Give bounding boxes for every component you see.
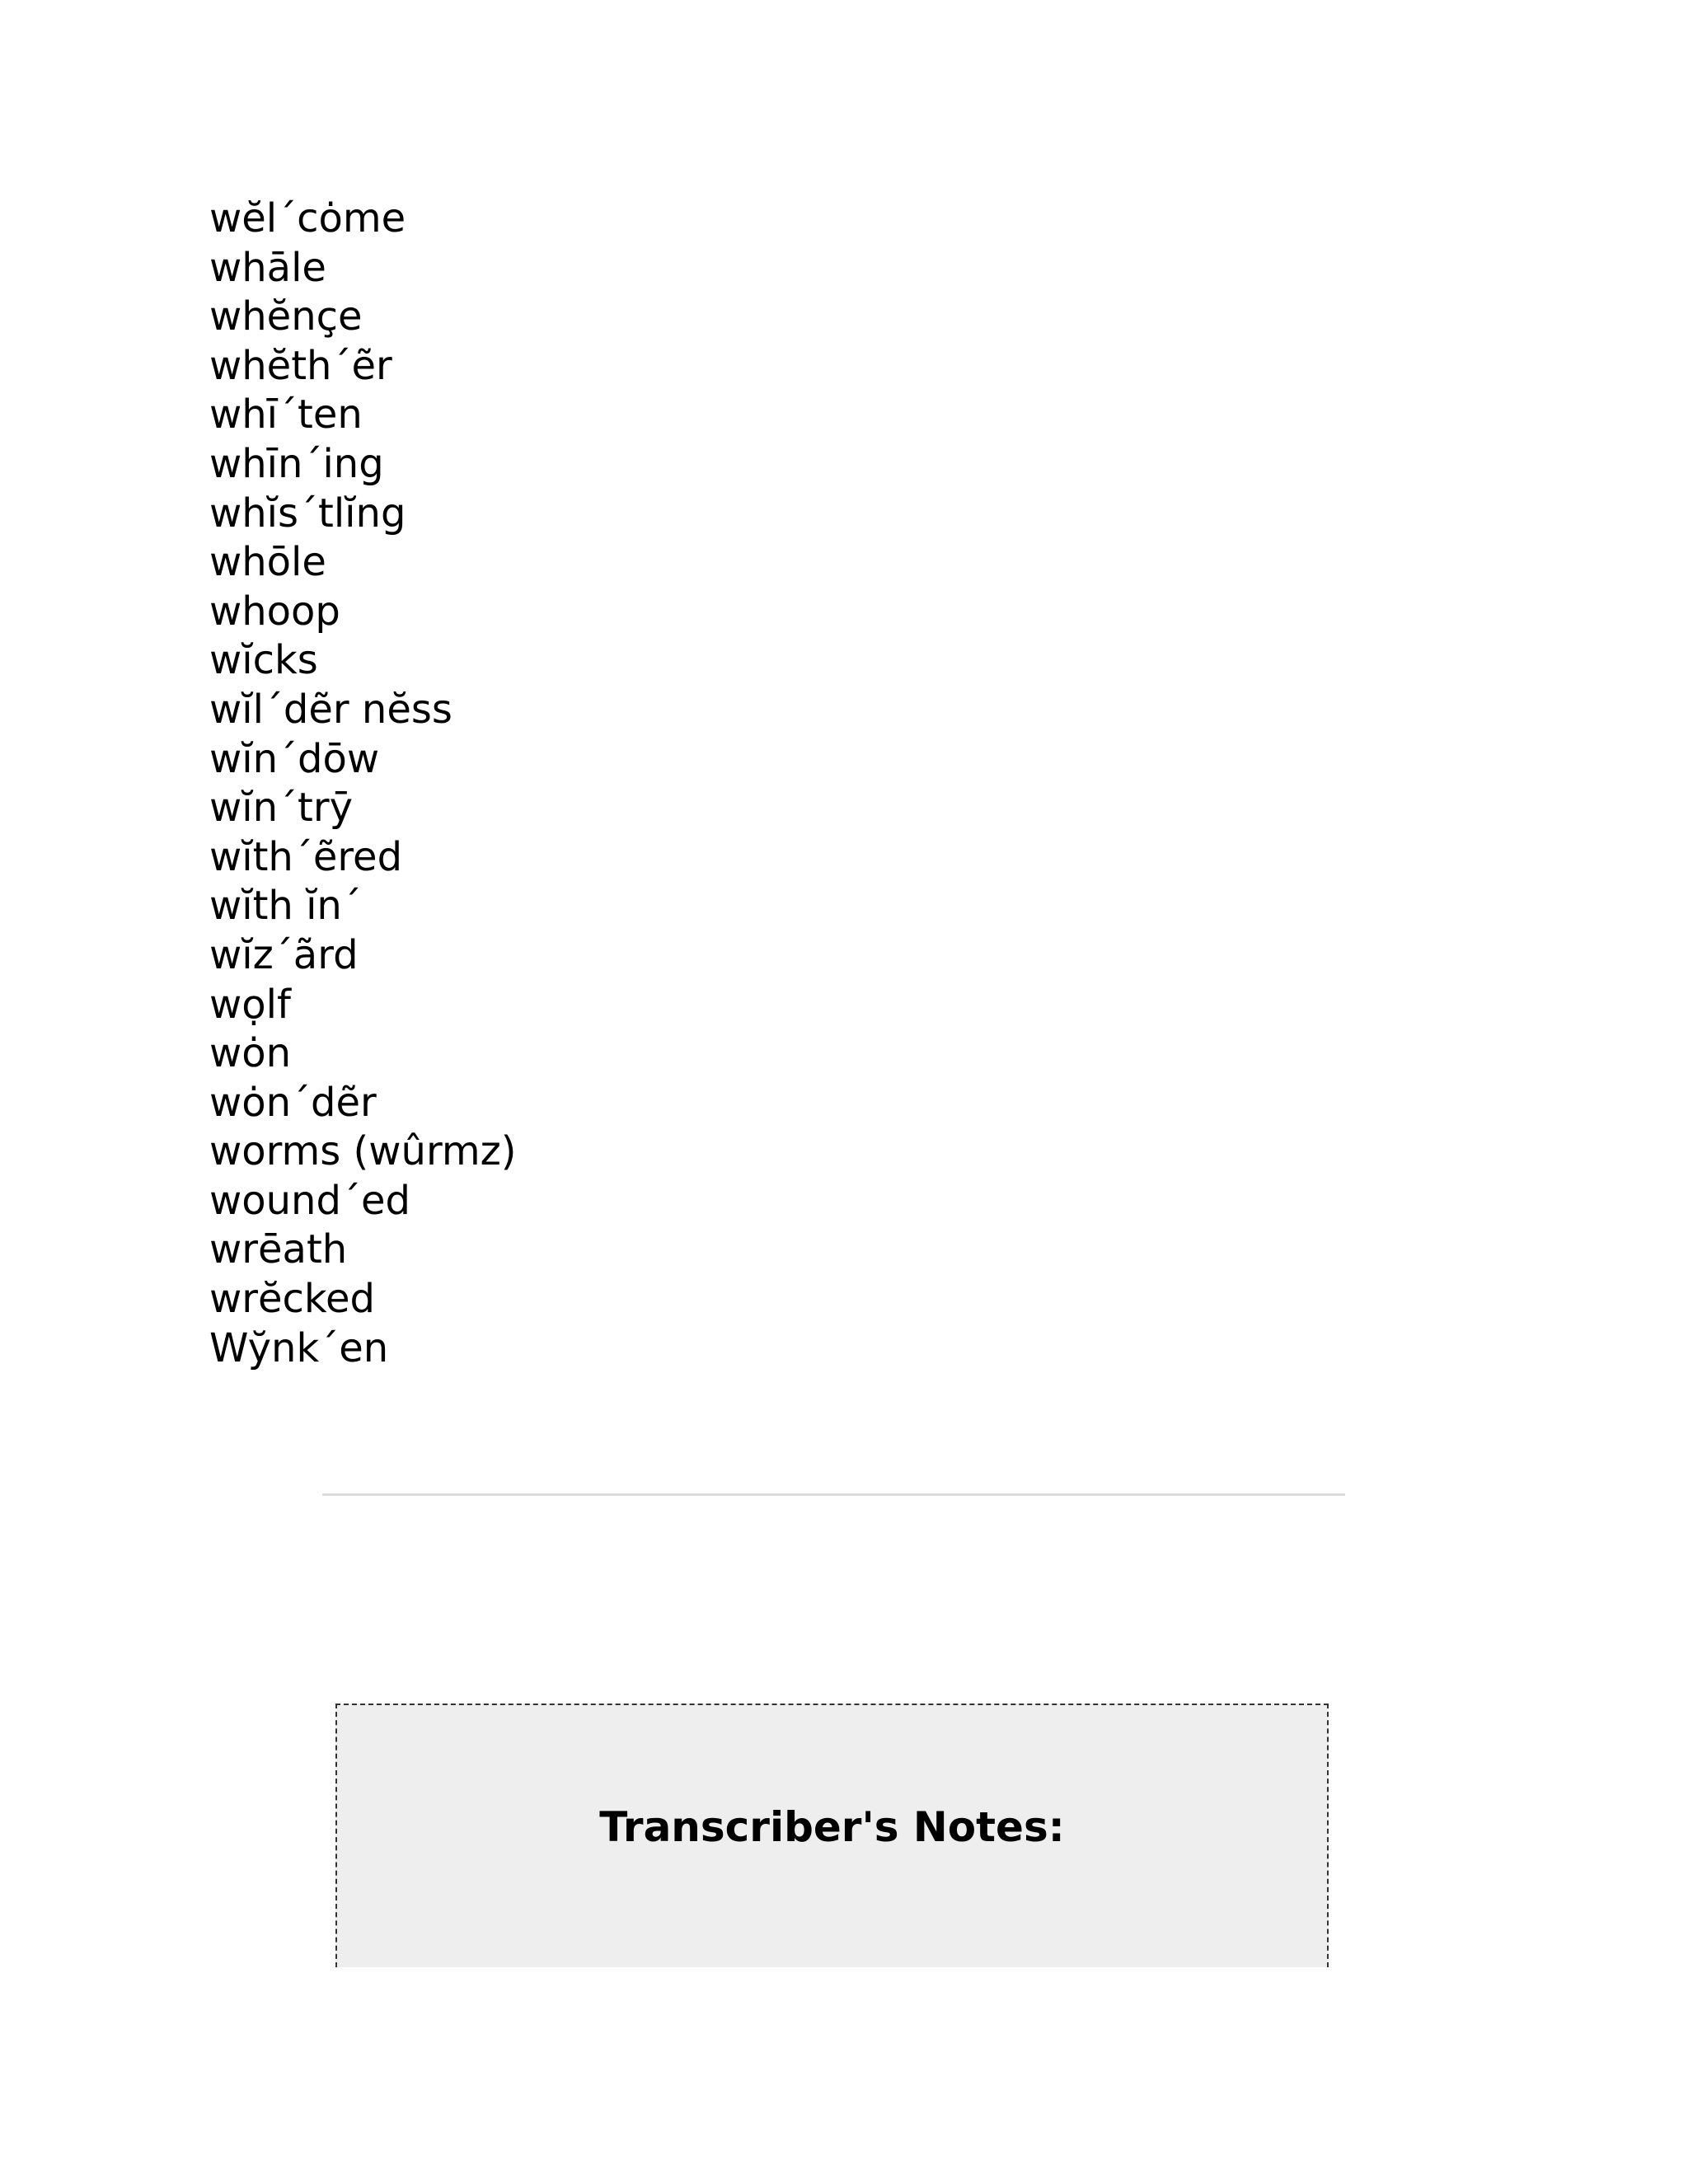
- word-entry: whōle: [209, 539, 326, 586]
- word-entry: wȯn´dẽr: [209, 1079, 377, 1126]
- word-entry: whī´ten: [209, 391, 363, 438]
- word-entry: whĭs´tlĭng: [209, 490, 406, 537]
- word-entry: wĭn´trȳ: [209, 785, 353, 832]
- word-entry: worms (wûrmz): [209, 1128, 517, 1175]
- word-entry: wĕl´cȯme: [209, 195, 406, 241]
- word-entry: whĕth´ẽr: [209, 342, 392, 389]
- section-divider: [322, 1493, 1345, 1496]
- word-entry: wĭl´dẽr nĕss: [209, 686, 452, 733]
- transcriber-notes-title: Transcriber's Notes:: [599, 1803, 1065, 1851]
- word-entry: Wy̆nk´en: [209, 1324, 389, 1371]
- word-entry: wĭcks: [209, 637, 318, 684]
- word-entry: wọlf: [209, 981, 291, 1028]
- word-entry: wound´ed: [209, 1177, 410, 1224]
- word-entry: wȯn: [209, 1030, 292, 1077]
- word-entry: whāle: [209, 244, 326, 291]
- word-entry: wĭz´ãrd: [209, 931, 359, 978]
- word-entry: wrēath: [209, 1226, 348, 1273]
- word-entry: whīn´ing: [209, 440, 384, 487]
- word-entry: wĭth ĭn´: [209, 883, 362, 930]
- word-entry: whoop: [209, 588, 340, 635]
- transcriber-notes-box: [335, 1704, 1329, 1967]
- word-entry: wrĕcked: [209, 1276, 375, 1323]
- word-entry: wĭth´ẽred: [209, 833, 403, 880]
- pronunciation-word-list: [209, 194, 517, 1373]
- word-entry: whĕnçe: [209, 293, 363, 340]
- word-entry: wĭn´dōw: [209, 735, 380, 782]
